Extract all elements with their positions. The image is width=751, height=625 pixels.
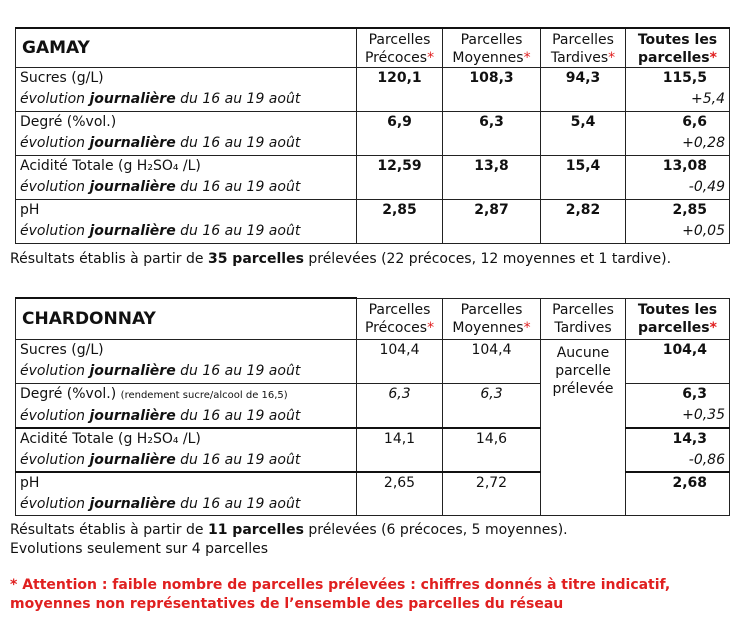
value-precoces: 14,1 [357, 428, 443, 472]
value-tardives: 5,4 [541, 112, 626, 156]
value-moyennes: 6,3 [443, 383, 541, 428]
value-toutes: 14,3 -0,86 [626, 428, 730, 472]
evolution-label: évolution journalière du 16 au 19 août [20, 362, 301, 379]
value-moyennes: 108,3 [443, 68, 541, 112]
value-moyennes: 6,3 [443, 112, 541, 156]
row-label: Degré (%vol.) [20, 114, 117, 130]
value-moyennes: 2,72 [443, 472, 541, 516]
value-precoces: 104,4 [357, 339, 443, 383]
gamay-header-precoces: Parcelles Précoces* [357, 28, 443, 68]
value-toutes: 115,5 +5,4 [626, 68, 730, 112]
chardonnay-note: Résultats établis à partir de 11 parcelles prélevées (6 précoces, 5 moyennes). Evolutions seulement sur 4 parcelles [10, 522, 568, 557]
value-precoces: 2,85 [357, 200, 443, 244]
value-tardives: 94,3 [541, 68, 626, 112]
value-moyennes: 13,8 [443, 156, 541, 200]
gamay-header-tardives: Parcelles Tardives* [541, 28, 626, 68]
row-label: Sucres (g/L) [20, 341, 104, 358]
chardonnay-note2: Evolutions seulement sur 4 parcelles [10, 541, 269, 557]
tardives-none: Aucune parcelle prélevée [541, 339, 626, 516]
gamay-header-toutes: Toutes les parcelles* [626, 28, 730, 68]
value-moyennes: 104,4 [443, 339, 541, 383]
row-label: Acidité Totale (g H₂SO₄ /L) [20, 158, 201, 174]
row-label: Acidité Totale (g H₂SO₄ /L) [20, 430, 201, 447]
gamay-table [15, 27, 730, 244]
chardonnay-header-precoces: Parcelles Précoces* [357, 298, 443, 339]
evolution-label: évolution journalière du 16 au 19 août [20, 407, 301, 424]
evolution-label: évolution journalière du 16 au 19 août [20, 135, 301, 151]
table-row [16, 156, 730, 200]
evolution-label: évolution journalière du 16 au 19 août [20, 91, 301, 107]
gamay-header-moyennes: Parcelles Moyennes* [443, 28, 541, 68]
value-precoces: 6,9 [357, 112, 443, 156]
evolution-value: +0,05 [682, 223, 725, 239]
row-label: Sucres (g/L) [20, 70, 104, 86]
evolution-label: évolution journalière du 16 au 19 août [20, 179, 301, 195]
chardonnay-header-toutes: Toutes les parcelles* [626, 298, 730, 339]
chardonnay-header-moyennes: Parcelles Moyennes* [443, 298, 541, 339]
table-row [16, 112, 730, 156]
value-moyennes: 14,6 [443, 428, 541, 472]
value-toutes: 6,6 +0,28 [626, 112, 730, 156]
value-precoces: 120,1 [357, 68, 443, 112]
value-precoces: 12,59 [357, 156, 443, 200]
evolution-label: évolution journalière du 16 au 19 août [20, 451, 301, 468]
value-toutes: 13,08 -0,49 [626, 156, 730, 200]
value-toutes: 2,68 [626, 472, 730, 516]
row-label-note: (rendement sucre/alcool de 16,5) [120, 389, 288, 401]
chardonnay-header-tardives: Parcelles Tardives [541, 298, 626, 339]
evolution-value: -0,49 [688, 179, 725, 195]
table-row [16, 200, 730, 244]
value-tardives: 15,4 [541, 156, 626, 200]
gamay-title: GAMAY [16, 28, 357, 68]
table-row [16, 339, 730, 383]
row-label: pH [20, 202, 40, 218]
chardonnay-title: CHARDONNAY [16, 298, 357, 339]
evolution-value: +0,35 [682, 406, 725, 423]
value-tardives: 2,82 [541, 200, 626, 244]
evolution-value: +5,4 [691, 91, 725, 107]
table-row [16, 68, 730, 112]
row-label: Degré (%vol.) [20, 385, 117, 402]
value-toutes: 2,85 +0,05 [626, 200, 730, 244]
value-precoces: 2,65 [357, 472, 443, 516]
row-label: pH [20, 474, 40, 491]
gamay-note: Résultats établis à partir de 35 parcelles prélevées (22 précoces, 12 moyennes et 1 tardive). [10, 251, 672, 267]
value-precoces: 6,3 [357, 383, 443, 428]
chardonnay-table [15, 297, 730, 516]
value-toutes: 6,3 +0,35 [626, 383, 730, 428]
value-toutes: 104,4 [626, 339, 730, 383]
evolution-label: évolution journalière du 16 au 19 août [20, 223, 301, 239]
evolution-value: -0,86 [688, 451, 725, 468]
value-moyennes: 2,87 [443, 200, 541, 244]
evolution-value: +0,28 [682, 135, 725, 151]
evolution-label: évolution journalière du 16 au 19 août [20, 495, 301, 512]
warning-note: * Attention : faible nombre de parcelles prélevées : chiffres donnés à titre indicatif, moyennes non représentatives de l’ensemble des parcelles du réseau [10, 577, 671, 612]
